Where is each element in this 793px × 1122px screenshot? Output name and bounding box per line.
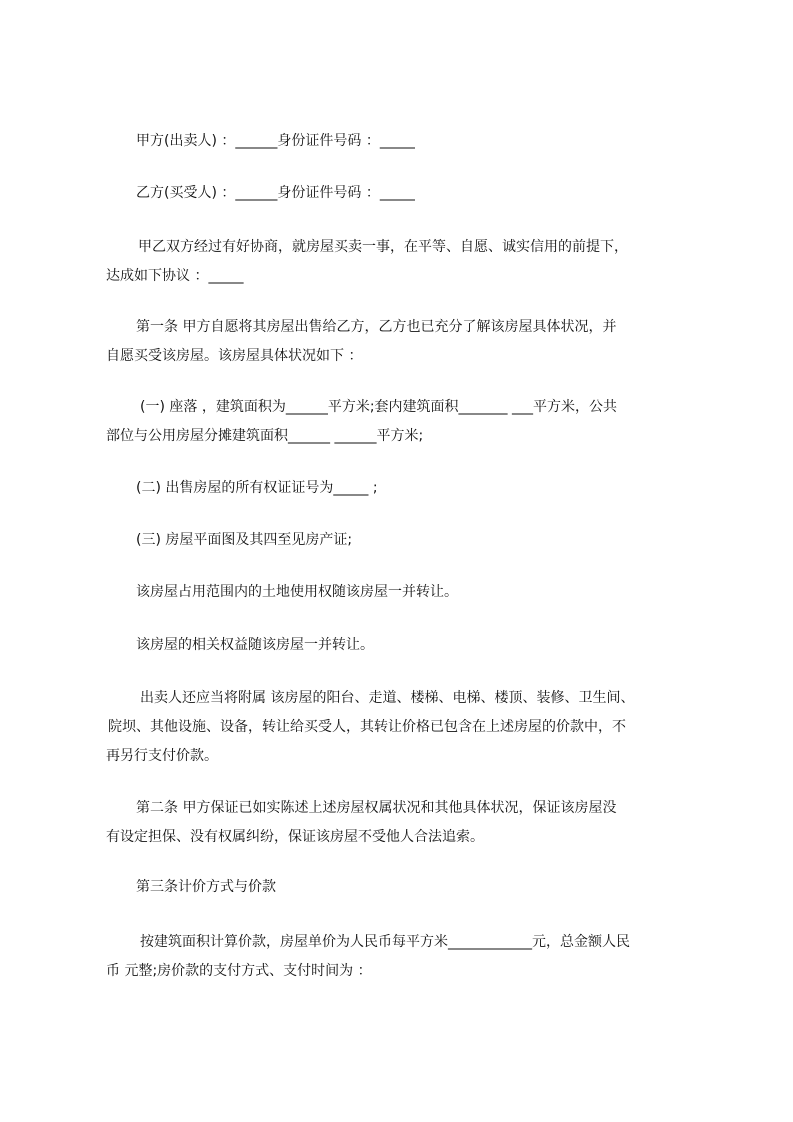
article-3-title: 第三条计价方式与价款 [136,879,276,895]
article-3-line-2: 币 元整;房价款的支付方式、支付时间为 ： [106,963,372,979]
party-b-line [0,179,793,208]
item-2-text: (二) 出售房屋的所有权证证号为_____ ; [136,480,378,496]
item-2-line [0,474,793,503]
item-3-text: (三) 房屋平面图及其四至见房产证; [136,532,353,548]
intro-line-2: 达成如下协议 ：_____ [106,268,244,284]
party-a-text: 甲方(出卖人) ：______身份证件号码 ：_____ [136,133,415,149]
article-3-line-1: 按建筑面积计算价款，房屋单价为人民币每平方米____________元，总金额人民 [140,934,630,950]
article-3-title-line [0,873,793,902]
article-2-line-1: 第二条 甲方保证已如实陈述上述房屋权属状况和其他具体状况，保证该房屋没 [136,800,617,816]
party-a-line [0,127,793,156]
article-1-line-1: 第一条 甲方自愿将其房屋出售给乙方，乙方也已充分了解该房屋具体状况，并 [136,319,617,335]
article-1-line-2: 自愿买受该房屋。该房屋具体状况如下 ： [106,348,363,364]
intro-line-1: 甲乙双方经过有好协商，就房屋买卖一事，在平等、自愿、诚实信用的前提下， [138,239,628,255]
land-line [0,578,793,607]
party-b-text: 乙方(买受人) ：______身份证件号码 ：_____ [136,185,415,201]
attachments-line-2: 院坝、其他设施、设备，转让给买受人，其转让价格已包含在上述房屋的价款中，不 [108,719,626,735]
attachments-line-1: 出卖人还应当将附属 该房屋的阳台、走道、楼梯、电梯、楼顶、装修、卫生间、 [140,690,635,706]
article-1-paragraph [0,313,793,371]
item-3-line [0,526,793,555]
item-1-paragraph [0,393,793,451]
intro-paragraph [0,233,793,291]
item-1-line-1: (一) 座落 ，建筑面积为______平方米;套内建筑面积_______ ___平方米，公共 [140,399,617,415]
attachments-paragraph [0,684,793,771]
article-3-body [0,928,793,986]
article-2-paragraph [0,794,793,852]
item-1-line-2: 部位与公用房屋分摊建筑面积______ ______平方米; [106,428,424,444]
land-text: 该房屋占用范围内的土地使用权随该房屋一并转让。 [136,584,458,600]
rights-text: 该房屋的相关权益随该房屋一并转让。 [136,637,374,653]
attachments-line-3: 再另行支付价款。 [106,748,218,764]
article-2-line-2: 有设定担保、没有权属纠纷，保证该房屋不受他人合法追索。 [106,829,484,845]
rights-line [0,631,793,660]
